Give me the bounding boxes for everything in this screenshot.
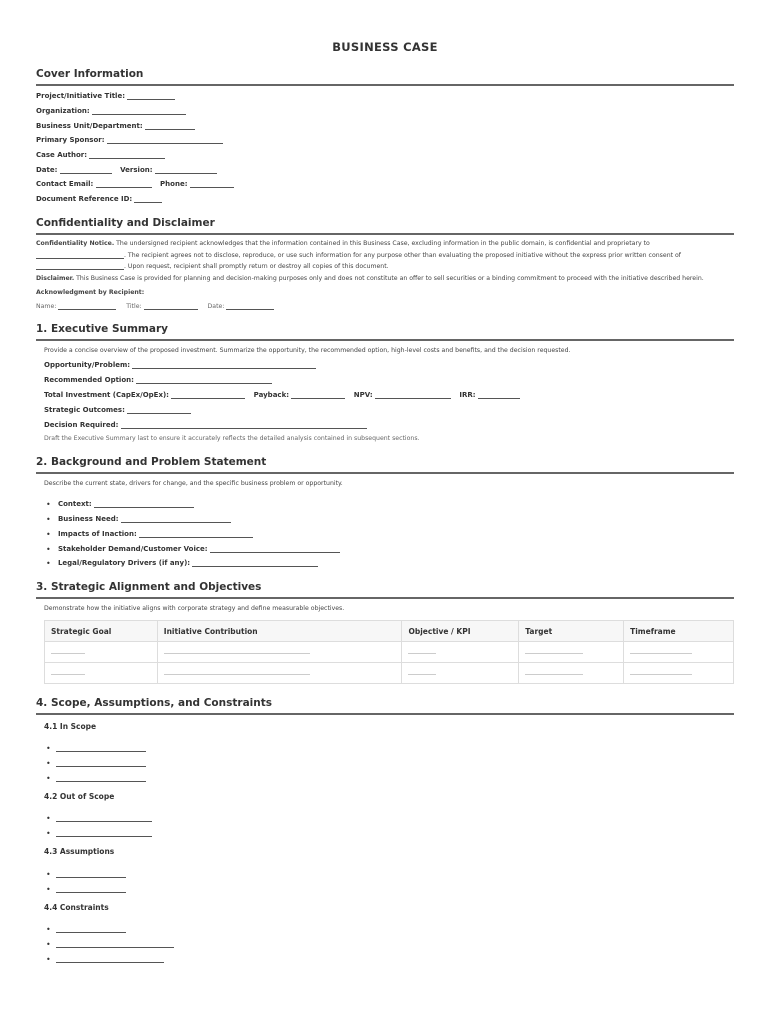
date-version-row — [36, 166, 217, 174]
constraint-field[interactable] — [56, 940, 174, 948]
exec-intro: Provide a concise overview of the proposed investment. Summarize the opportunity, the recommended option, high-level costs and benefits, and the decision requested. — [44, 347, 571, 354]
table-row — [45, 642, 734, 663]
list-item — [46, 758, 146, 767]
notice-line-3 — [36, 262, 389, 270]
recommended-field[interactable] — [136, 376, 272, 384]
col-objective-kpi: Objective / KPI — [402, 621, 519, 642]
constraint-field[interactable] — [56, 925, 126, 933]
exec-section — [36, 323, 734, 341]
investment-field[interactable] — [171, 391, 245, 399]
author-row — [36, 151, 165, 159]
business-unit-label: Business Unit/Department: — [36, 122, 143, 130]
ack-line — [36, 289, 144, 296]
outcomes-label: Strategic Outcomes: — [44, 406, 125, 414]
constraints-heading: 4.4 Constraints — [44, 903, 109, 912]
investment-row — [44, 391, 520, 399]
table-cell[interactable] — [45, 663, 158, 684]
list-item — [46, 743, 146, 752]
impacts-field[interactable] — [139, 530, 253, 538]
col-timeframe: Timeframe — [624, 621, 734, 642]
ack-date-field[interactable] — [226, 302, 274, 310]
context-item — [46, 499, 194, 508]
phone-label: Phone: — [160, 180, 188, 188]
author-label: Case Author: — [36, 151, 88, 159]
table-cell[interactable] — [45, 642, 158, 663]
date-label: Date: — [36, 166, 58, 174]
organization-field[interactable] — [92, 107, 186, 115]
background-section — [36, 456, 734, 474]
opportunity-row — [44, 361, 316, 369]
project-label: Project/Initiative Title: — [36, 92, 126, 100]
opportunity-label: Opportunity/Problem: — [44, 361, 131, 369]
table-cell[interactable] — [624, 642, 734, 663]
in-scope-field[interactable] — [56, 759, 146, 767]
notice-text-3: . Upon request, recipient shall promptly return or destroy all copies of this document. — [124, 263, 389, 270]
list-item — [46, 939, 174, 948]
out-scope-field[interactable] — [56, 829, 152, 837]
npv-label: NPV: — [353, 391, 373, 399]
date-field[interactable] — [60, 166, 112, 174]
ack-name-field[interactable] — [58, 302, 116, 310]
table-cell[interactable] — [157, 642, 402, 663]
decision-row — [44, 421, 367, 429]
list-item — [46, 828, 152, 837]
stakeholder-field[interactable] — [210, 545, 340, 553]
author-field[interactable] — [89, 151, 165, 159]
organization-row — [36, 107, 186, 115]
disclaimer-text: This Business Case is provided for planning and decision-making purposes only and does not constitute an offer to sell securities or a binding commitment to proceed with the initiative described herein. — [76, 275, 704, 282]
phone-field[interactable] — [190, 180, 234, 188]
notice-text-1: The undersigned recipient acknowledges that the information contained in this Business Case, excluding information in the public domain, is confidential and proprietary to — [116, 240, 650, 247]
table-cell[interactable] — [402, 663, 519, 684]
confidentiality-heading: Confidentiality and Disclaimer — [36, 217, 734, 235]
email-label: Contact Email: — [36, 180, 94, 188]
strategic-intro: Demonstrate how the initiative aligns with corporate strategy and define measurable objectives. — [44, 605, 345, 612]
contact-row — [36, 180, 234, 188]
list-item — [46, 954, 164, 963]
context-label: Context: — [57, 500, 92, 508]
legal-item — [46, 558, 318, 567]
business-unit-field[interactable] — [145, 122, 195, 130]
list-item — [46, 869, 126, 878]
ack-date-label: Date: — [207, 303, 225, 310]
notice-label: Confidentiality Notice. — [36, 240, 115, 247]
version-field[interactable] — [155, 166, 217, 174]
payback-label: Payback: — [253, 391, 290, 399]
need-label: Business Need: — [57, 515, 119, 523]
assumption-field[interactable] — [56, 870, 126, 878]
opportunity-field[interactable] — [132, 361, 316, 369]
col-strategic-goal: Strategic Goal — [45, 621, 158, 642]
disclaimer-label: Disclaimer. — [36, 275, 75, 282]
ack-fields-row — [36, 302, 274, 310]
irr-field[interactable] — [478, 391, 520, 399]
list-item — [46, 773, 146, 782]
docref-label: Document Reference ID: — [36, 195, 133, 203]
notice-line-1 — [36, 240, 650, 247]
in-scope-heading: 4.1 In Scope — [44, 722, 97, 731]
sponsor-field[interactable] — [107, 136, 223, 144]
document-title: BUSINESS CASE — [332, 40, 438, 54]
cover-section — [36, 68, 734, 86]
need-item — [46, 514, 231, 523]
outcomes-row — [44, 406, 191, 414]
assumptions-heading: 4.3 Assumptions — [44, 847, 115, 856]
strategic-table — [44, 620, 734, 684]
table-row — [45, 663, 734, 684]
stakeholder-label: Stakeholder Demand/Customer Voice: — [57, 545, 208, 553]
ack-label: Acknowledgment by Recipient: — [36, 289, 145, 296]
col-initiative-contribution: Initiative Contribution — [157, 621, 402, 642]
notice-text-2: . The recipient agrees not to disclose, reproduce, or use such information for any purpose other than evaluating the proposed initiative without the express prior written consent of — [124, 252, 681, 259]
impacts-item — [46, 529, 253, 538]
exec-note: Draft the Executive Summary last to ensure it accurately reflects the detailed analysis contained in subsequent sections. — [44, 435, 420, 442]
recommended-label: Recommended Option: — [44, 376, 134, 384]
business-unit-row — [36, 122, 195, 130]
docref-field[interactable] — [134, 195, 162, 203]
notice-line-2 — [36, 251, 681, 259]
background-heading: 2. Background and Problem Statement — [36, 456, 734, 474]
table-cell[interactable] — [157, 663, 402, 684]
need-field[interactable] — [121, 515, 231, 523]
background-intro: Describe the current state, drivers for change, and the specific business problem or opportunity. — [44, 480, 343, 487]
table-cell[interactable] — [624, 663, 734, 684]
irr-label: IRR: — [459, 391, 476, 399]
version-label: Version: — [120, 166, 153, 174]
scope-heading: 4. Scope, Assumptions, and Constraints — [36, 697, 734, 715]
cover-heading: Cover Information — [36, 68, 734, 86]
company-field-1[interactable] — [36, 251, 124, 259]
docref-row — [36, 195, 162, 203]
ack-title-label: Title: — [126, 303, 142, 310]
investment-label: Total Investment (CapEx/OpEx): — [44, 391, 169, 399]
company-field-2[interactable] — [36, 262, 124, 270]
npv-field[interactable] — [375, 391, 451, 399]
decision-label: Decision Required: — [44, 421, 119, 429]
table-cell[interactable] — [519, 642, 624, 663]
in-scope-field[interactable] — [56, 744, 146, 752]
legal-field[interactable] — [192, 559, 318, 567]
ack-name-label: Name: — [36, 303, 57, 310]
assumption-field[interactable] — [56, 885, 126, 893]
disclaimer-line — [36, 275, 704, 282]
in-scope-field[interactable] — [56, 774, 146, 782]
sponsor-label: Primary Sponsor: — [36, 136, 105, 144]
context-field[interactable] — [94, 500, 194, 508]
decision-field[interactable] — [121, 421, 367, 429]
table-header-row — [45, 621, 734, 642]
confidentiality-section — [36, 217, 734, 235]
exec-heading: 1. Executive Summary — [36, 323, 734, 341]
list-item — [46, 813, 152, 822]
email-field[interactable] — [96, 180, 152, 188]
out-scope-heading: 4.2 Out of Scope — [44, 792, 115, 801]
organization-label: Organization: — [36, 107, 90, 115]
table-cell[interactable] — [519, 663, 624, 684]
payback-field[interactable] — [291, 391, 345, 399]
strategic-section — [36, 581, 734, 599]
out-scope-field[interactable] — [56, 814, 152, 822]
table-cell[interactable] — [402, 642, 519, 663]
strategic-heading: 3. Strategic Alignment and Objectives — [36, 581, 734, 599]
constraint-field[interactable] — [56, 955, 164, 963]
recommended-row — [44, 376, 272, 384]
scope-section — [36, 697, 734, 715]
project-row — [36, 92, 175, 100]
col-target: Target — [519, 621, 624, 642]
list-item — [46, 884, 126, 893]
stakeholder-item — [46, 544, 340, 553]
list-item — [46, 924, 126, 933]
ack-title-field[interactable] — [144, 302, 198, 310]
sponsor-row — [36, 136, 223, 144]
impacts-label: Impacts of Inaction: — [57, 530, 137, 538]
outcomes-field[interactable] — [127, 406, 191, 414]
legal-label: Legal/Regulatory Drivers (if any): — [57, 559, 191, 567]
project-field[interactable] — [127, 92, 175, 100]
